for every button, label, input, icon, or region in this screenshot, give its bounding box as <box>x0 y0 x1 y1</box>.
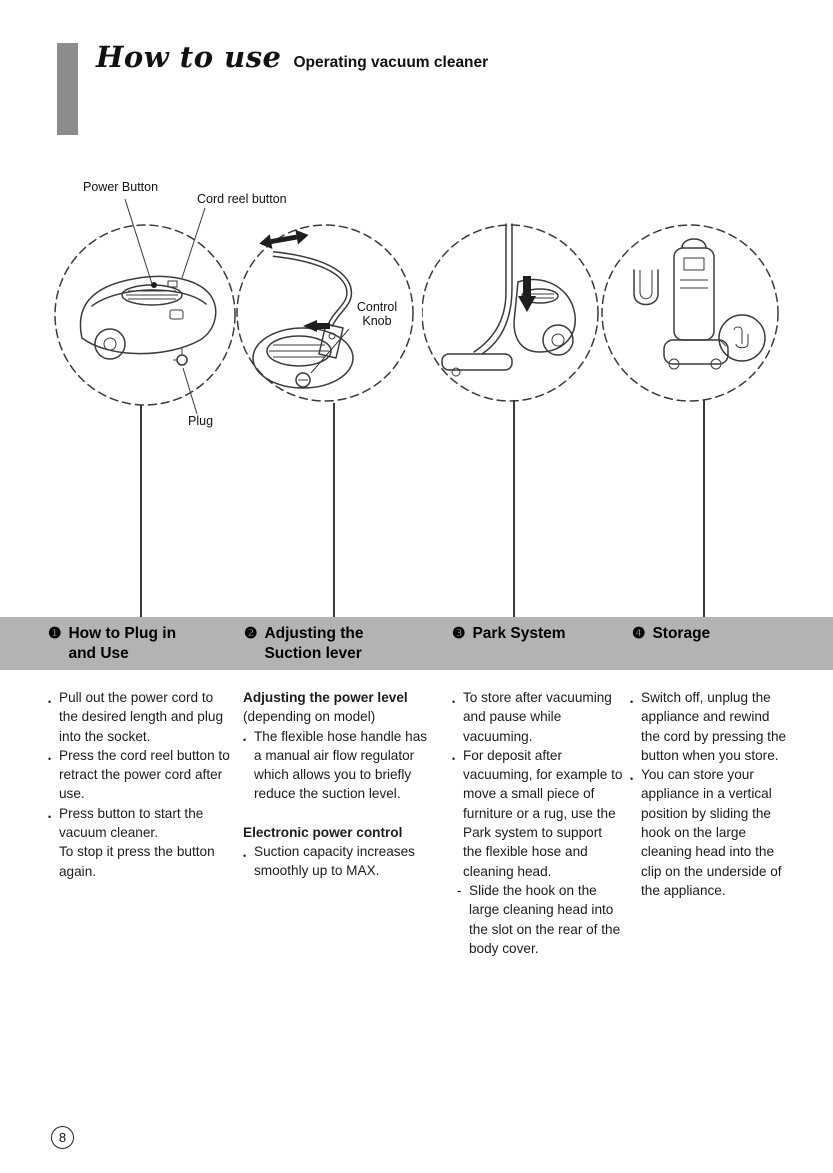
sub-bullet-item: - Slide the hook on the large cleaning head into the slot on the rear of the body cover. <box>452 881 624 958</box>
figure-connector-line <box>333 403 335 617</box>
bullet-text: Suction capacity increases smoothly up to MAX. <box>254 844 415 879</box>
figure-park-system <box>422 222 602 408</box>
subheading-power-level: Adjusting the power level <box>243 690 408 705</box>
section-title: Adjusting the Suction lever <box>264 625 364 662</box>
section-title: Storage <box>652 625 711 642</box>
bullet-item <box>243 842 435 881</box>
clip-hook-icon <box>634 270 658 305</box>
section-heading-park <box>452 624 566 644</box>
accent-bar <box>57 43 78 135</box>
figure-storage <box>600 222 785 408</box>
column-plug-in-use <box>48 688 234 881</box>
bullet-text: To store after vacuuming and pause while vacuuming. <box>463 690 612 744</box>
section-heading-plug-in <box>48 624 176 664</box>
section-number-icon: ❸ <box>452 625 466 642</box>
floor-nozzle <box>442 354 512 370</box>
hook-detail-icon <box>719 315 765 361</box>
bullet-text: You can store your appliance in a vertical position by sliding the hook on the large cleaning head into the clip on the underside of the appliance. <box>641 767 782 898</box>
column-park-system <box>452 688 624 958</box>
column-suction-lever <box>243 688 435 881</box>
label-power-button: Power Button <box>83 180 159 194</box>
bullet-text: The flexible hose handle has a manual air flow regulator which allows you to briefly reduce the suction level. <box>254 728 428 802</box>
bullet-item <box>630 765 792 900</box>
figure-connector-line <box>513 400 515 617</box>
upright-body <box>674 248 714 340</box>
vacuum-illustration-storage <box>600 222 785 408</box>
column-storage <box>630 688 792 900</box>
section-number-icon: ❹ <box>632 625 646 642</box>
plug-icon <box>177 355 187 365</box>
section-number-icon: ❶ <box>48 625 62 642</box>
bullet-item <box>48 688 234 746</box>
label-cord-reel-button: Cord reel button <box>197 192 287 206</box>
section-heading-storage <box>632 624 710 644</box>
leader-line <box>183 368 197 414</box>
carry-handle <box>682 239 706 248</box>
bullet-item <box>630 688 792 765</box>
figure-suction-lever <box>233 222 433 408</box>
dashed-circle <box>602 225 778 401</box>
left-arrow-icon <box>303 320 330 332</box>
bullet-item <box>452 746 624 881</box>
double-arrow-icon <box>258 228 310 251</box>
section-title: How to Plug in and Use <box>68 625 177 662</box>
page-header <box>96 40 488 74</box>
subheading-electronic-power: Electronic power control <box>243 824 403 840</box>
bullet-item <box>243 727 435 804</box>
continuation-text: To stop it press the button again. <box>59 844 215 879</box>
leader-line <box>182 208 205 278</box>
bullet-item <box>452 688 624 746</box>
note-depending-model: (depending on model) <box>243 709 376 725</box>
label-plug: Plug <box>188 414 214 428</box>
bullet-text: For deposit after vacuuming, for example to move a small piece of furniture or a rug, use the Park system to support the flexible hose and cleaning head. <box>463 747 623 879</box>
section-header-band <box>0 617 833 670</box>
leader-line <box>125 199 152 284</box>
section-title: Park System <box>472 625 566 642</box>
bullet-text: Press the cord reel button to retract the power cord after use. <box>59 747 230 802</box>
bullet-text: Press button to start the vacuum cleaner. <box>59 805 204 841</box>
bullet-text: Switch off, unplug the appliance and rewind the cord by pressing the button when you store. <box>641 690 787 763</box>
vacuum-illustration-park <box>422 222 602 408</box>
bullet-text: Pull out the power cord to the desired length and plug into the socket. <box>59 690 224 744</box>
label-control-knob: Control Knob <box>356 300 398 328</box>
bullet-item <box>48 804 234 843</box>
section-number-icon: ❷ <box>244 625 258 642</box>
figure-connector-line <box>140 405 142 617</box>
page-title: How to use <box>96 40 282 74</box>
page-number: 8 <box>51 1126 74 1149</box>
section-heading-suction <box>244 624 363 664</box>
figure-connector-line <box>703 400 705 617</box>
bullet-item <box>48 746 234 804</box>
base <box>664 340 728 364</box>
page-subtitle: Operating vacuum cleaner <box>293 54 489 71</box>
